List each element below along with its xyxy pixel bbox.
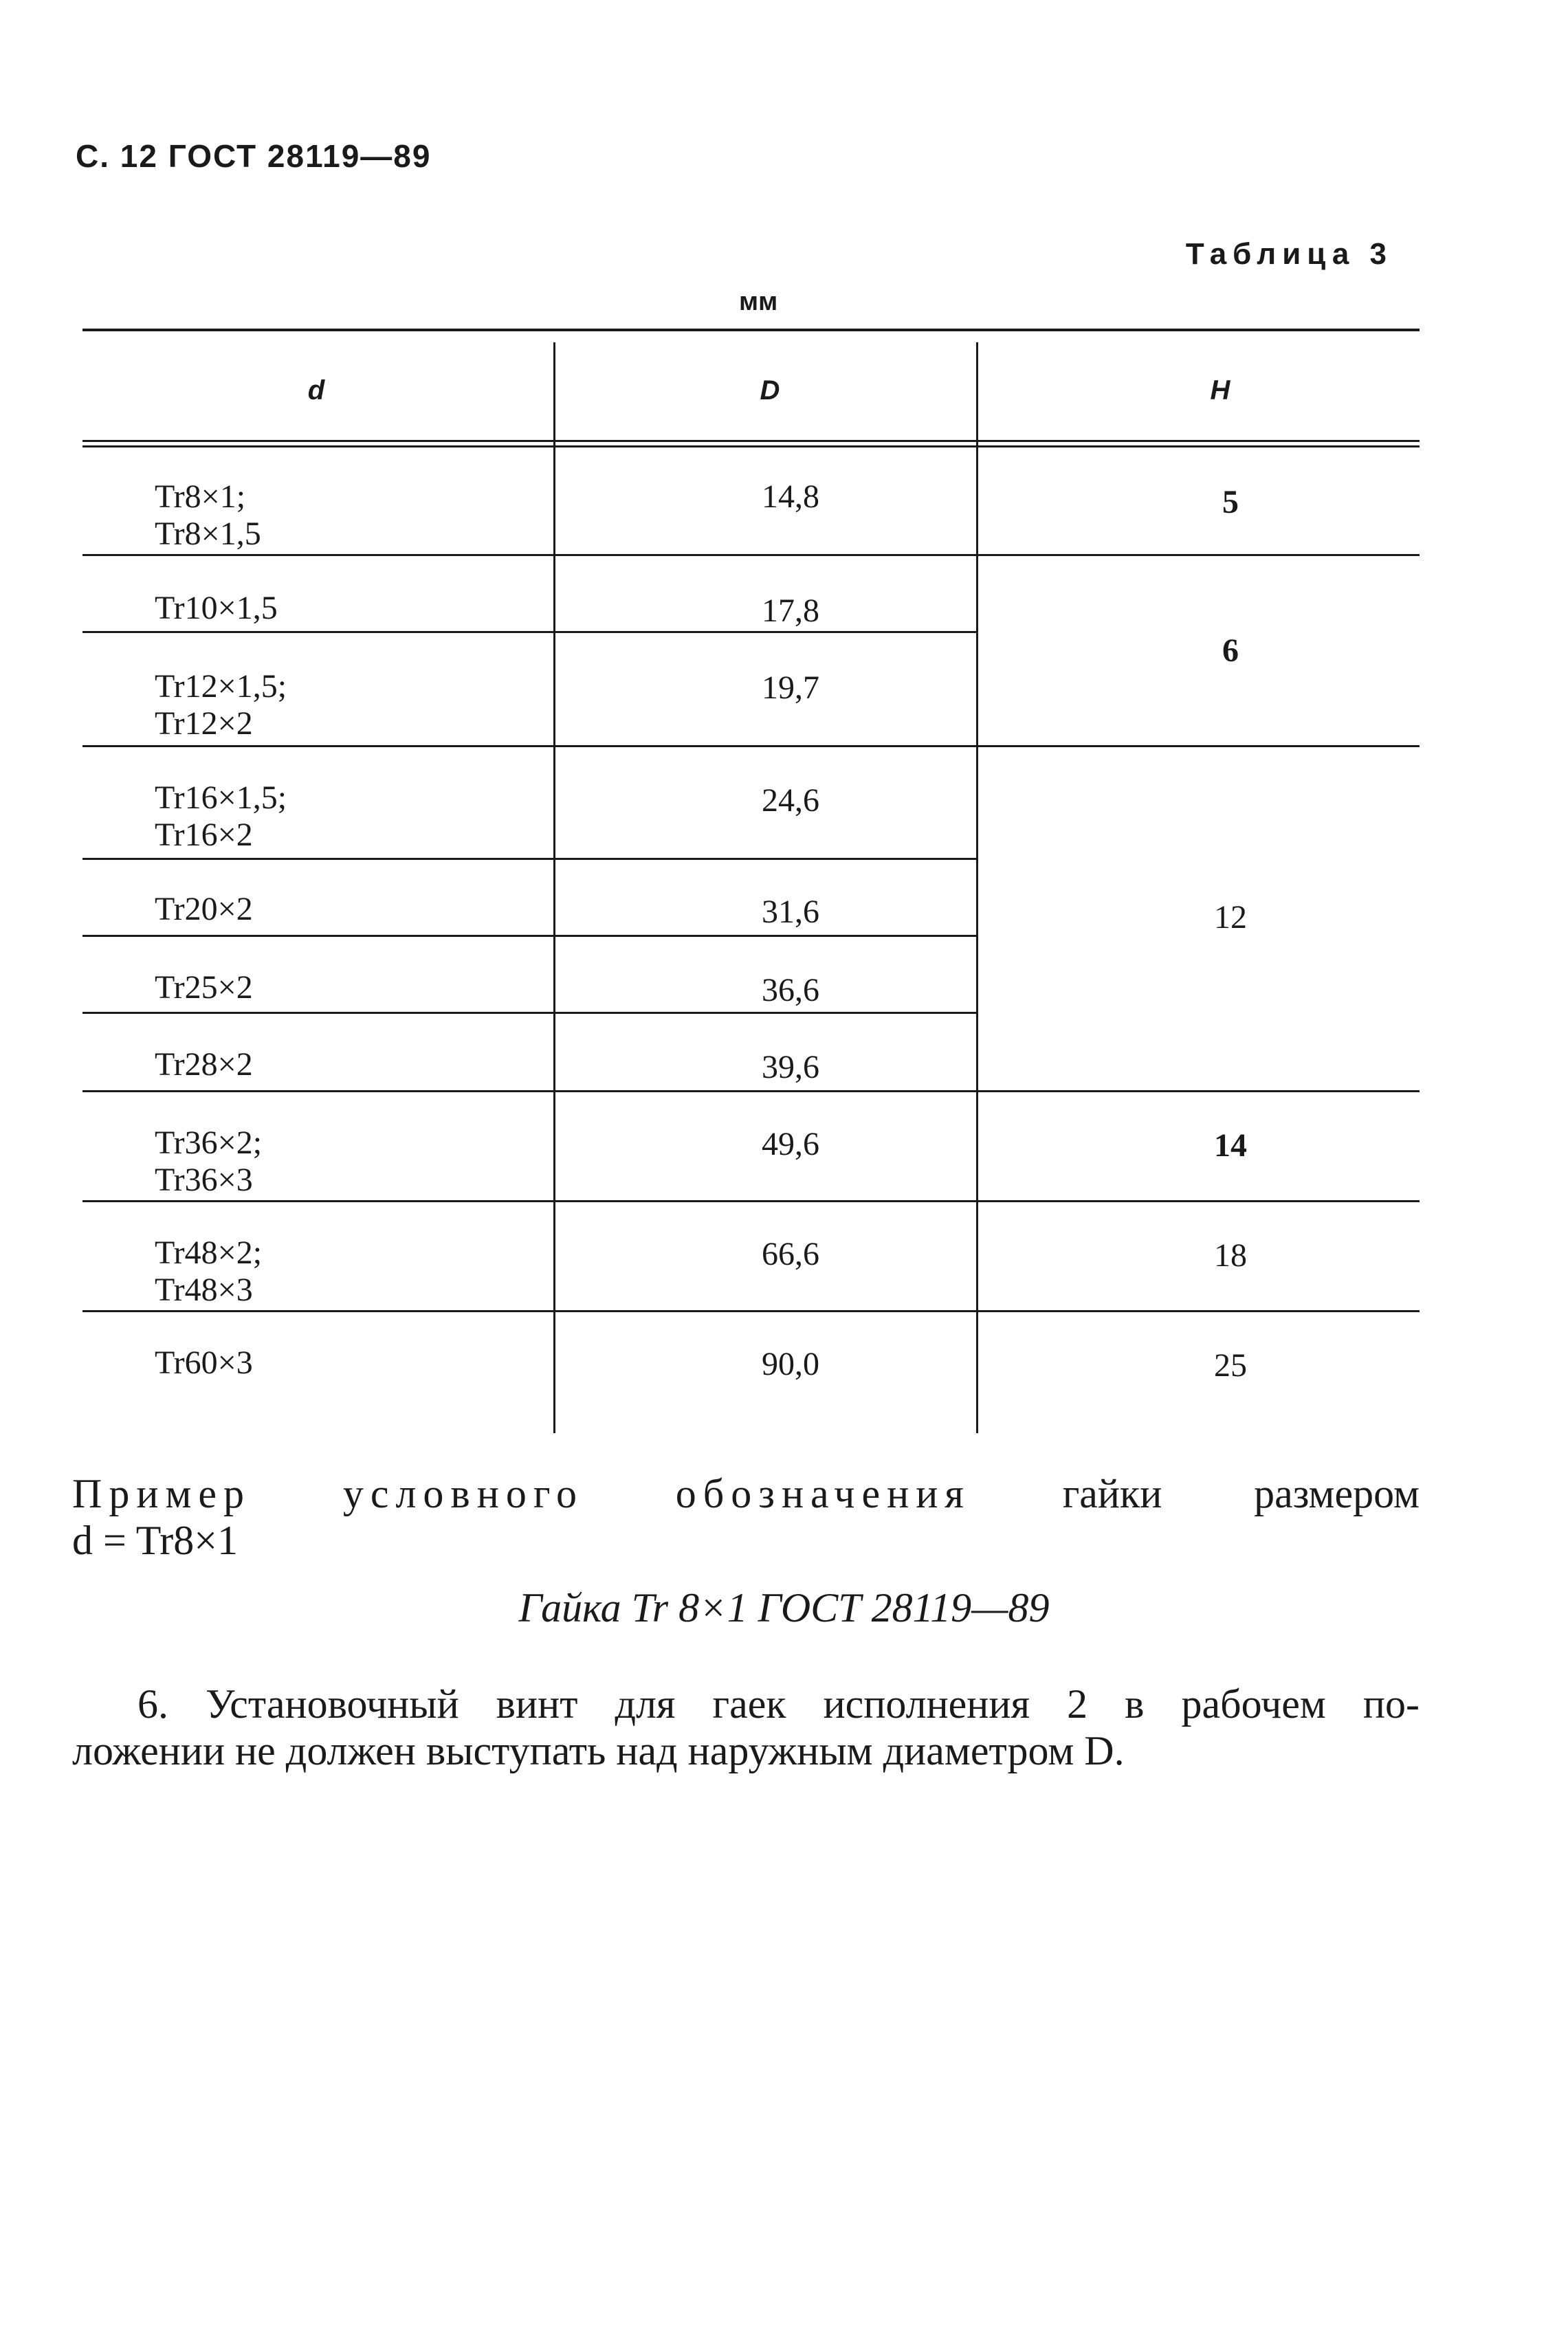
row-rule [82, 858, 976, 860]
cell-D: 31,6 [762, 894, 819, 930]
para-word: Установочный [206, 1681, 459, 1727]
para-word: гаек [712, 1681, 786, 1727]
example-word: условного [342, 1471, 584, 1516]
cell-D: 66,6 [762, 1236, 819, 1272]
header-rule-1 [82, 440, 1420, 442]
table-col-divider-1 [553, 342, 555, 1433]
cell-D: 90,0 [762, 1346, 819, 1382]
cell-d: Tr8×1; Tr8×1,5 [155, 478, 261, 552]
para-word: 6. [137, 1681, 168, 1727]
row-rule [82, 1310, 1420, 1312]
cell-D: 49,6 [762, 1126, 819, 1162]
cell-H: 5 [1222, 484, 1239, 520]
cell-d: Tr48×2; Tr48×3 [155, 1235, 263, 1308]
para-word: в [1125, 1681, 1145, 1727]
table-unit: мм [739, 287, 778, 316]
designation-example: Гайка Tr 8×1 ГОСТ 28119—89 [518, 1585, 1050, 1630]
cell-d: Tr36×2; Tr36×3 [155, 1125, 263, 1198]
cell-d: Tr12×1,5; Tr12×2 [155, 668, 287, 742]
row-rule [82, 1200, 1420, 1202]
example-word: Пример [72, 1471, 252, 1516]
cell-D: 19,7 [762, 670, 819, 706]
row-rule [82, 935, 976, 937]
cell-D: 36,6 [762, 972, 819, 1008]
page-header: С. 12 ГОСТ 28119—89 [76, 138, 432, 174]
col-header-H: H [1210, 375, 1230, 406]
table-col-divider-2 [976, 342, 978, 1433]
cell-H: 14 [1214, 1127, 1247, 1164]
table-top-rule [82, 329, 1420, 331]
para-word: винт [496, 1681, 578, 1727]
row-rule [82, 745, 1420, 747]
example-word: размером [1254, 1471, 1420, 1516]
table-caption: Таблица 3 [1185, 237, 1393, 271]
example-word: гайки [1062, 1471, 1162, 1516]
cell-H: 6 [1222, 632, 1239, 669]
cell-d: Tr20×2 [155, 891, 253, 927]
paragraph-6-line-2: ложении не должен выступать над наружным диаметром D. [72, 1728, 1125, 1773]
para-word: рабочем [1181, 1681, 1326, 1727]
para-word: 2 [1067, 1681, 1088, 1727]
col-header-d: d [307, 375, 325, 406]
cell-D: 39,6 [762, 1049, 819, 1085]
paragraph-6-line-1 [72, 1681, 1420, 1727]
cell-d: Tr60×3 [155, 1344, 253, 1381]
para-word: для [615, 1681, 676, 1727]
header-rule-2 [82, 445, 1420, 447]
cell-d: Tr28×2 [155, 1046, 253, 1083]
row-rule [82, 1012, 976, 1014]
cell-D: 24,6 [762, 782, 819, 819]
example-word: обозначения [675, 1471, 971, 1516]
para-word: по- [1362, 1681, 1420, 1727]
col-header-D: D [760, 375, 780, 406]
example-line [72, 1471, 1420, 1516]
para-word: исполнения [823, 1681, 1030, 1727]
cell-D: 17,8 [762, 593, 819, 629]
cell-D: 14,8 [762, 478, 819, 515]
cell-H: 25 [1214, 1347, 1247, 1384]
cell-H: 12 [1214, 899, 1247, 936]
example-continuation: d = Tr8×1 [72, 1518, 239, 1563]
cell-d: Tr16×1,5; Tr16×2 [155, 779, 287, 853]
cell-d: Tr25×2 [155, 969, 253, 1006]
row-rule [82, 1090, 1420, 1092]
row-rule [82, 631, 976, 633]
row-rule [82, 554, 1420, 556]
cell-d: Tr10×1,5 [155, 590, 278, 626]
dimensions-table [82, 329, 1420, 1428]
cell-H: 18 [1214, 1237, 1247, 1274]
